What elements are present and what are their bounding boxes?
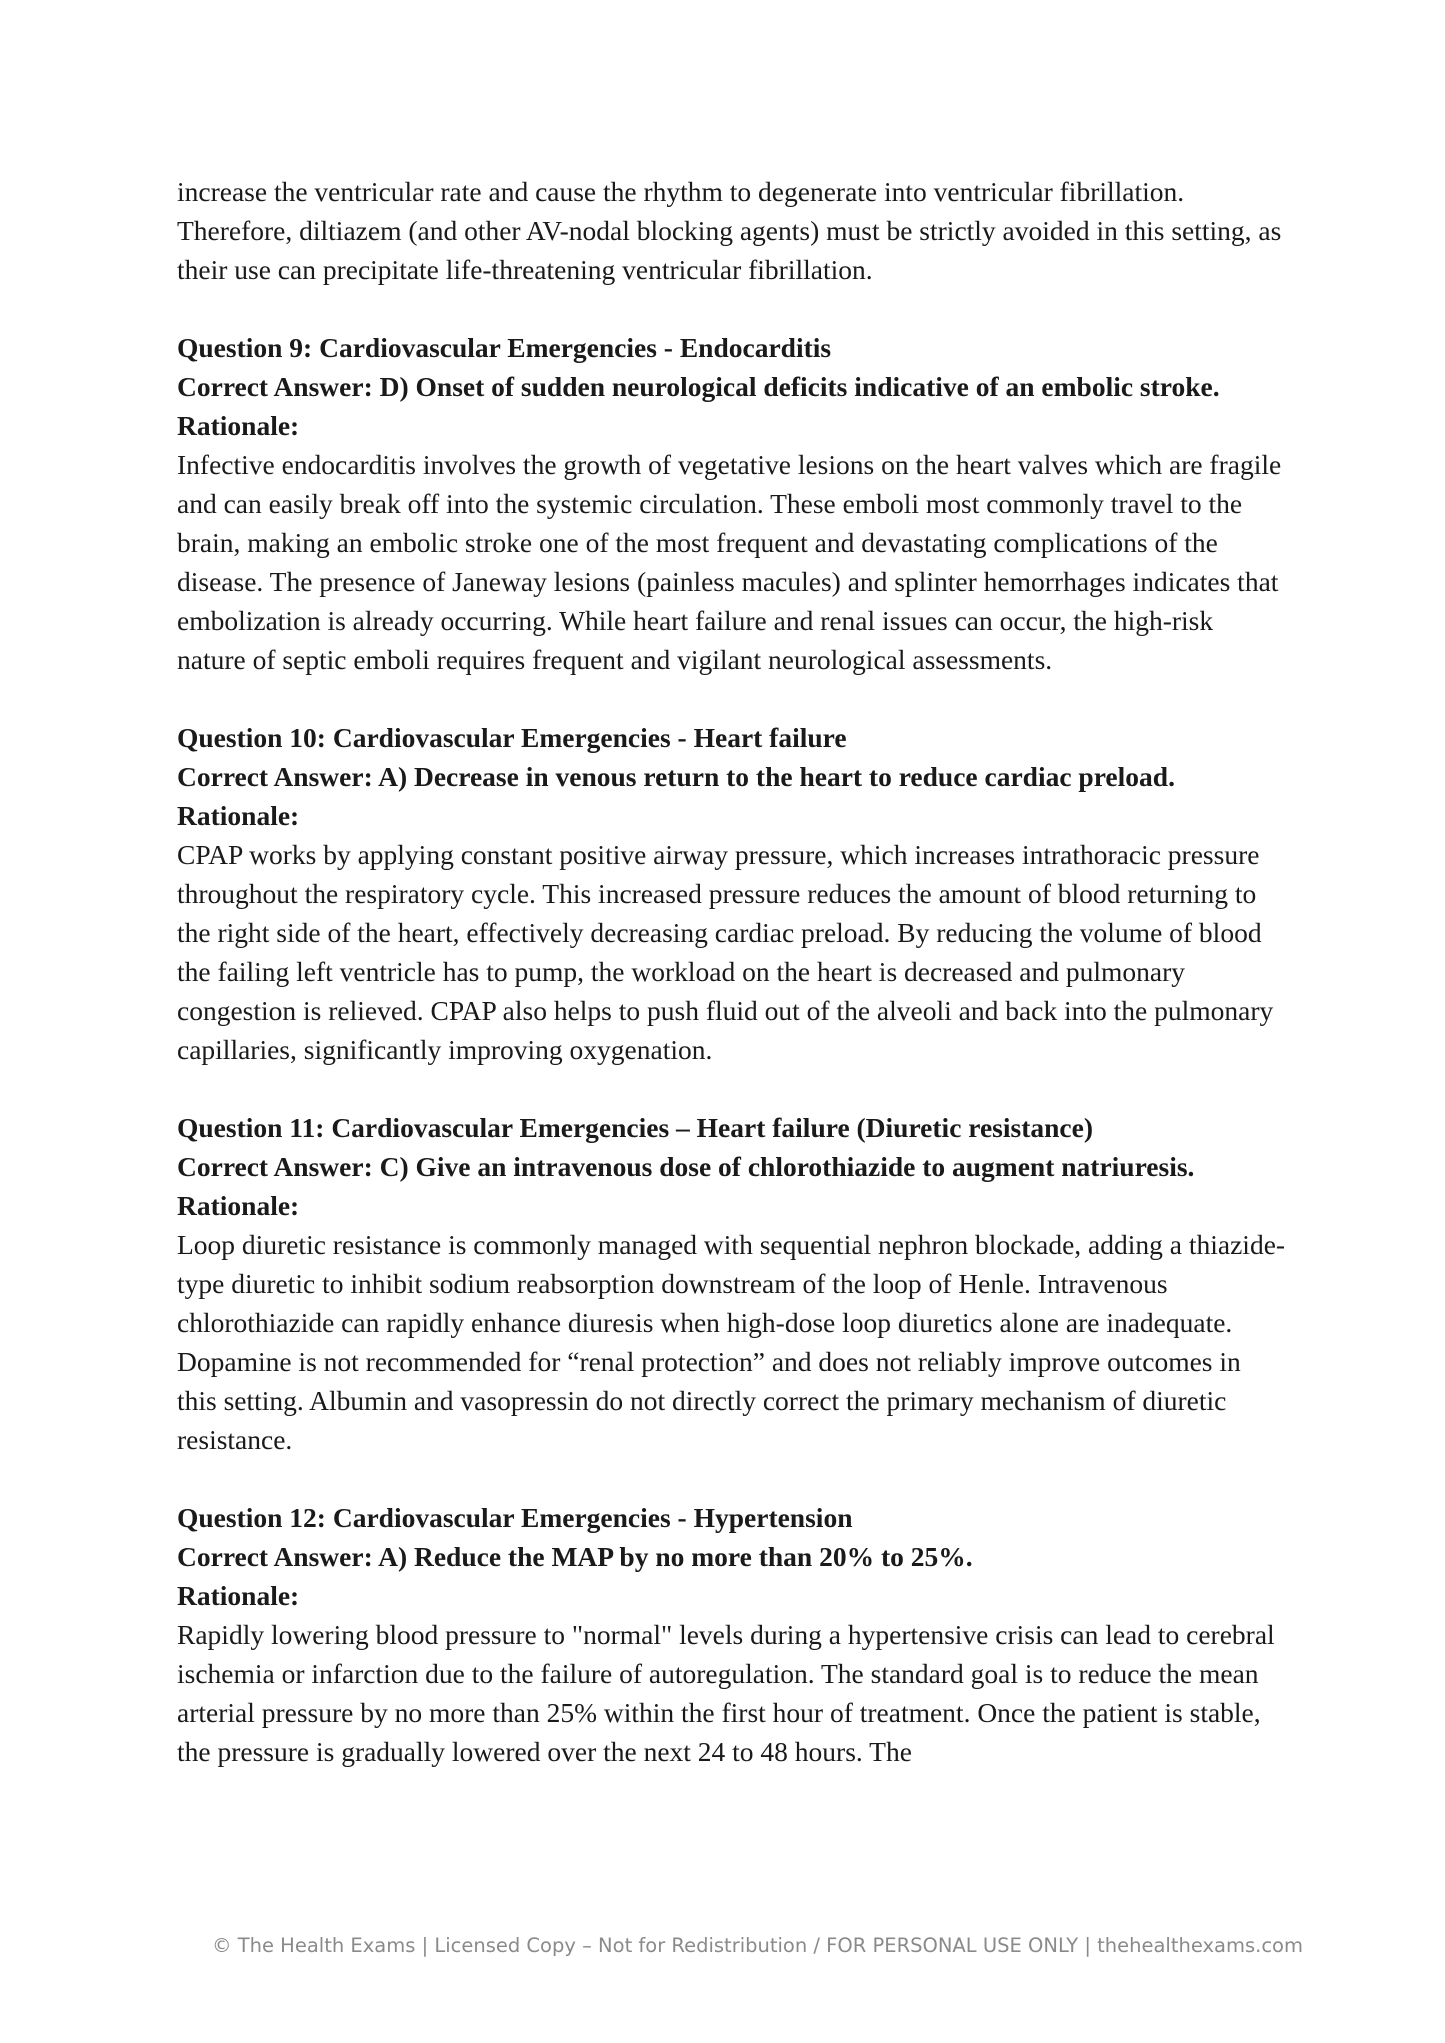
question-title: Question 9: Cardiovascular Emergencies - Endocarditis bbox=[177, 332, 832, 363]
correct-answer: Correct Answer: A) Reduce the MAP by no more than 20% to 25%. bbox=[177, 1541, 973, 1572]
correct-answer: Correct Answer: A) Decrease in venous return to the heart to reduce cardiac preload. bbox=[177, 761, 1175, 792]
correct-answer: Correct Answer: D) Onset of sudden neurological deficits indicative of an embolic stroke. bbox=[177, 371, 1220, 402]
document-body bbox=[177, 172, 1287, 1771]
continued-paragraph: increase the ventricular rate and cause the rhythm to degenerate into ventricular fibrillation. Therefore, diltiazem (and other AV-nodal blocking agents) must be strictly avoided in this setting, as their use can precipitate life-threatening ventricular fibrillation. bbox=[177, 176, 1282, 285]
question-title: Question 12: Cardiovascular Emergencies - Hypertension bbox=[177, 1502, 853, 1533]
question-12-section bbox=[177, 1498, 1287, 1771]
rationale-text: Loop diuretic resistance is commonly managed with sequential nephron blockade, adding a thiazide-type diuretic to inhibit sodium reabsorption downstream of the loop of Henle. Intravenous chlorothiazide can rapidly enhance diuresis when high-dose loop diuretics alone are inadequate. Dopamine is not recommended for “renal protection” and does not reliably improve outcomes in this setting. Albumin and vasopressin do not directly correct the primary mechanism of diuretic resistance. bbox=[177, 1229, 1286, 1455]
question-11-section bbox=[177, 1108, 1287, 1459]
rationale-label: Rationale: bbox=[177, 1190, 300, 1221]
rationale-label: Rationale: bbox=[177, 800, 300, 831]
page-footer: © The Health Exams | Licensed Copy – Not for Redistribution / FOR PERSONAL USE ONLY | thehealthexams.com bbox=[212, 1934, 1303, 1957]
rationale-text: Rapidly lowering blood pressure to "normal" levels during a hypertensive crisis can lead to cerebral ischemia or infarction due to the failure of autoregulation. The standard goal is to reduce the mean arterial pressure by no more than 25% within the first hour of treatment. Once the patient is stable, the pressure is gradually lowered over the next 24 to 48 hours. The bbox=[177, 1619, 1275, 1767]
rationale-label: Rationale: bbox=[177, 1580, 300, 1611]
rationale-label: Rationale: bbox=[177, 410, 300, 441]
rationale-text: CPAP works by applying constant positive airway pressure, which increases intrathoracic pressure throughout the respiratory cycle. This increased pressure reduces the amount of blood returning to the right side of the heart, effectively decreasing cardiac preload. By reducing the volume of blood the failing left ventricle has to pump, the workload on the heart is decreased and pulmonary congestion is relieved. CPAP also helps to push fluid out of the alveoli and back into the pulmonary capillaries, significantly improving oxygenation. bbox=[177, 839, 1274, 1065]
question-10-section bbox=[177, 718, 1287, 1069]
rationale-text: Infective endocarditis involves the growth of vegetative lesions on the heart valves which are fragile and can easily break off into the systemic circulation. These emboli most commonly travel to the brain, making an embolic stroke one of the most frequent and devastating complications of the disease. The presence of Janeway lesions (painless macules) and splinter hemorrhages indicates that embolization is already occurring. While heart failure and renal issues can occur, the high-risk nature of septic emboli requires frequent and vigilant neurological assessments. bbox=[177, 449, 1282, 675]
question-title: Question 10: Cardiovascular Emergencies - Heart failure bbox=[177, 722, 847, 753]
question-9-section bbox=[177, 328, 1287, 679]
correct-answer: Correct Answer: C) Give an intravenous dose of chlorothiazide to augment natriuresis. bbox=[177, 1151, 1195, 1182]
question-title: Question 11: Cardiovascular Emergencies – Heart failure (Diuretic resistance) bbox=[177, 1112, 1093, 1143]
